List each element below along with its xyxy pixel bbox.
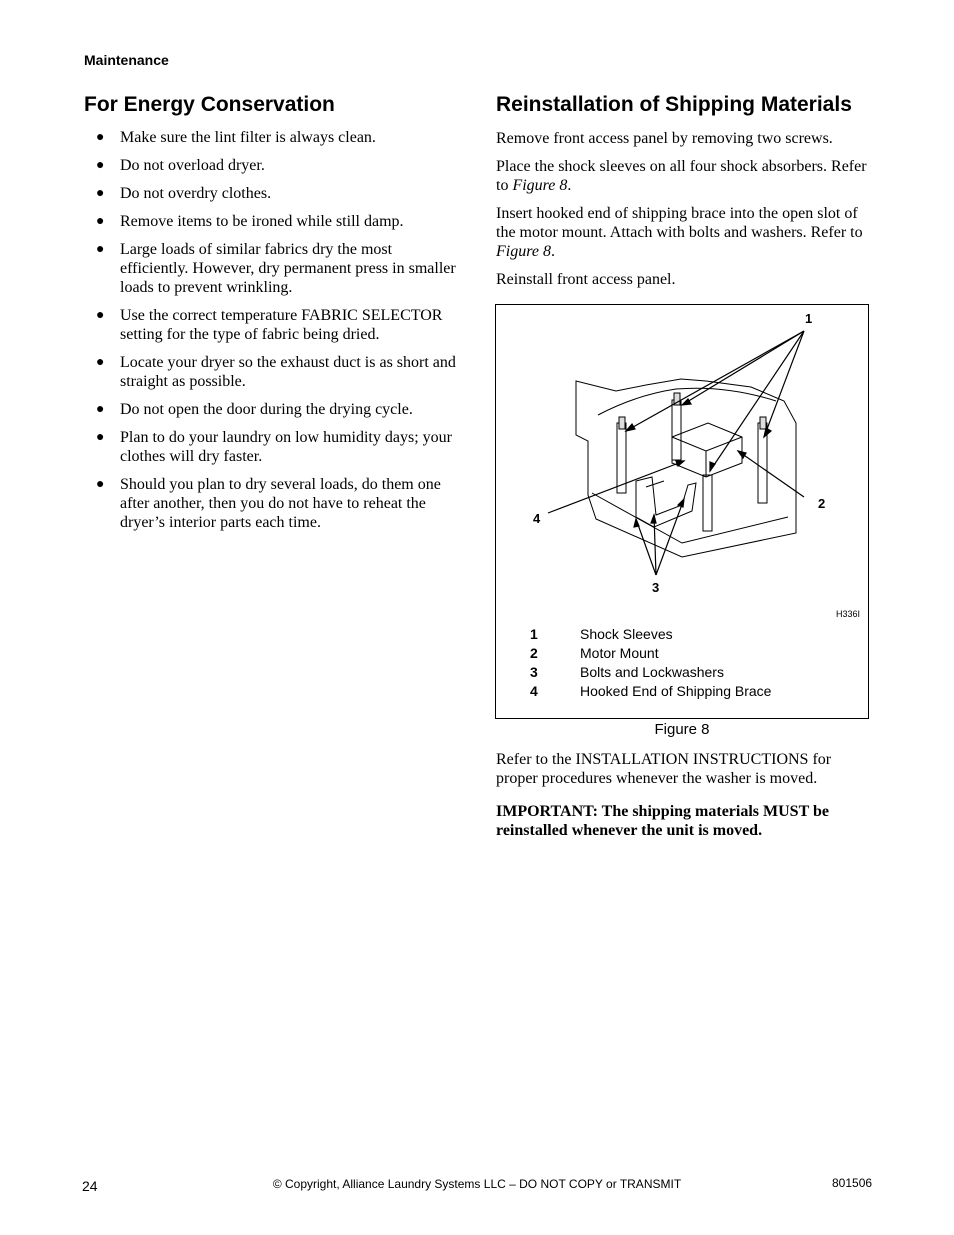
legend-row	[530, 682, 771, 701]
dryer-base-illustration	[496, 305, 868, 605]
list-item-text: Use the correct temperature FABRIC SELECTOR setting for the type of fabric being dried.	[120, 307, 443, 343]
list-item	[96, 353, 456, 391]
important-note: IMPORTANT: The shipping materials MUST be reinstalled whenever the unit is moved.	[496, 803, 829, 839]
energy-conservation-heading: For Energy Conservation	[84, 93, 335, 116]
figure-box	[495, 304, 869, 719]
list-item-text: Should you plan to dry several loads, do them one after another, then you do not have to reheat the dryer’s interior parts each time.	[120, 476, 441, 531]
bullet-icon: ●	[96, 242, 105, 257]
bullet-icon: ●	[96, 158, 105, 173]
bullet-icon: ●	[96, 355, 105, 370]
list-item	[96, 212, 456, 231]
copyright-notice: © Copyright, Alliance Laundry Systems LLC – DO NOT COPY or TRANSMIT	[272, 1177, 682, 1191]
figure-caption: Figure 8	[654, 721, 710, 738]
figure-reference: Figure 8	[496, 243, 551, 260]
callout-1: 1	[805, 311, 813, 326]
figure-code: H336I	[835, 609, 860, 619]
document-number: 801506	[832, 1176, 873, 1190]
list-item-text: Do not overdry clothes.	[120, 185, 272, 202]
bullet-icon: ●	[96, 477, 105, 492]
list-item-text: Plan to do your laundry on low humidity days; your clothes will dry faster.	[120, 429, 452, 465]
legend-label: Motor Mount	[580, 645, 659, 661]
energy-tips-list	[96, 128, 456, 541]
bullet-icon: ●	[96, 402, 105, 417]
list-item-text: Remove items to be ironed while still damp.	[120, 213, 404, 230]
list-item-text: Do not overload dryer.	[120, 157, 265, 174]
list-item	[96, 306, 456, 344]
bullet-icon: ●	[96, 430, 105, 445]
step-paragraph: Insert hooked end of shipping brace into the open slot of the motor mount. Attach with bolts and washers. Refer to Figure 8.	[496, 205, 863, 260]
legend-number: 3	[530, 664, 538, 680]
legend-label: Hooked End of Shipping Brace	[580, 683, 772, 699]
legend-number: 2	[530, 645, 538, 661]
list-item	[96, 240, 456, 297]
reinstallation-heading: Reinstallation of Shipping Materials	[496, 93, 852, 116]
list-item	[96, 428, 456, 466]
page-number: 24	[82, 1178, 98, 1194]
legend-row	[530, 663, 771, 682]
callout-2: 2	[818, 496, 826, 511]
bullet-icon: ●	[96, 308, 105, 323]
bullet-icon: ●	[96, 214, 105, 229]
step-paragraph: Remove front access panel by removing two screws.	[496, 130, 833, 147]
callout-4: 4	[533, 511, 541, 526]
section-label: Maintenance	[84, 52, 169, 68]
step-text: Place the shock sleeves on all four shock absorbers. Refer to	[496, 158, 867, 194]
list-item	[96, 475, 456, 532]
reinstallation-steps	[496, 129, 868, 298]
list-item-text: Make sure the lint filter is always clean.	[120, 129, 376, 146]
step-paragraph: Reinstall front access panel.	[496, 271, 676, 288]
figure-reference: Figure 8	[512, 177, 568, 194]
legend-number: 4	[530, 683, 538, 699]
step-paragraph: Place the shock sleeves on all four shock absorbers. Refer to Figure 8.	[496, 158, 867, 194]
list-item	[96, 184, 456, 203]
installation-note: Refer to the INSTALLATION INSTRUCTIONS for proper procedures whenever the washer is moved.	[496, 751, 832, 787]
legend-row	[530, 625, 771, 644]
list-item-text: Locate your dryer so the exhaust duct is as short and straight as possible.	[120, 354, 456, 390]
step-text: Insert hooked end of shipping brace into the open slot of the motor mount. Attach with bolts and washers. Refer to	[496, 205, 863, 241]
list-item	[96, 128, 456, 147]
legend-label: Bolts and Lockwashers	[580, 664, 724, 680]
legend-label: Shock Sleeves	[580, 626, 673, 642]
figure-legend	[530, 625, 771, 701]
list-item	[96, 400, 456, 419]
list-item-text: Large loads of similar fabrics dry the most efficiently. However, dry permanent press in smaller loads to prevent wrinkling.	[120, 241, 456, 296]
bullet-icon: ●	[96, 186, 105, 201]
legend-number: 1	[530, 626, 538, 642]
list-item	[96, 156, 456, 175]
bullet-icon: ●	[96, 130, 105, 145]
callout-3: 3	[652, 580, 660, 595]
legend-row	[530, 644, 771, 663]
list-item-text: Do not open the door during the drying cycle.	[120, 401, 413, 418]
